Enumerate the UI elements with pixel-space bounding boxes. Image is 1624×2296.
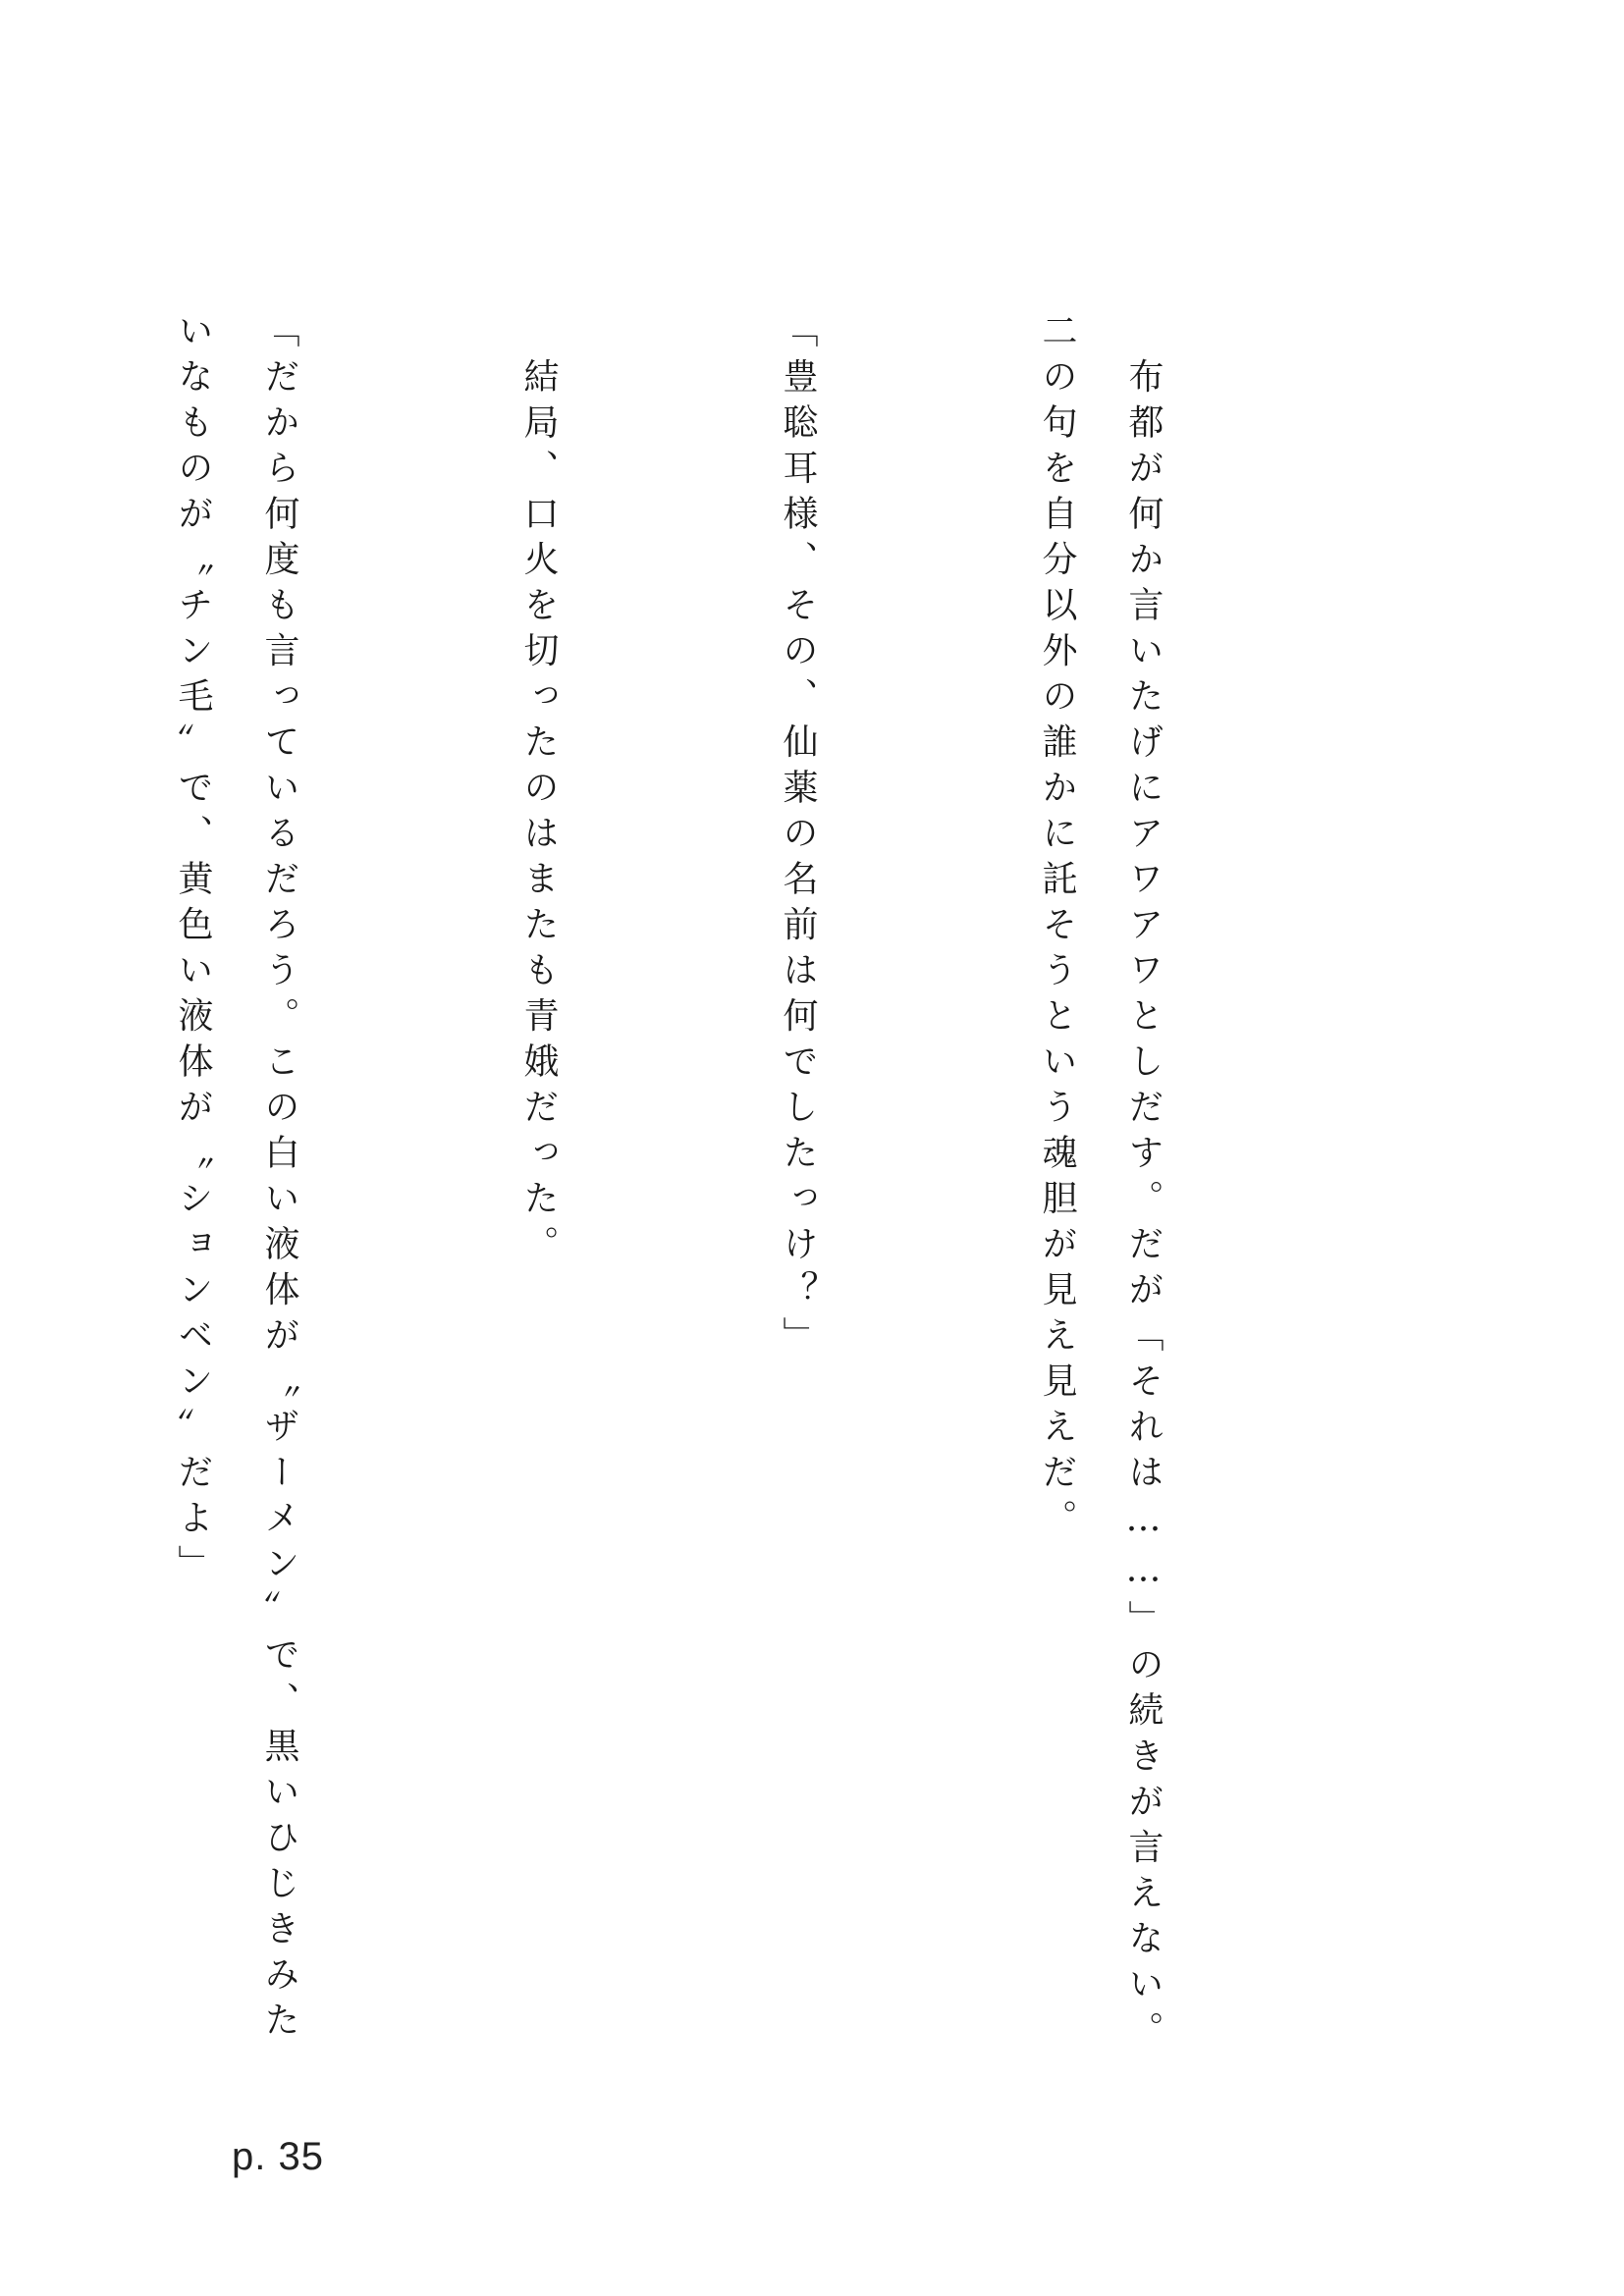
paragraph-2: 「豊聡耳様、その、仙薬の名前は何でしたっけ？」 (778, 312, 818, 1362)
paragraph-3: 結局、口火を切ったのはまたも青娥だった。 (518, 312, 559, 1271)
page-number: p. 35 (232, 2135, 324, 2178)
paragraph-1: 布都が何か言いたげにアワアワとしだす。だが「それは……」の続きが言えない。二の句を自分以外の誰かに託そうという魂胆が見え見えだ。 (1037, 312, 1164, 2056)
vertical-text-body (0, 312, 1359, 2079)
paragraph-4: 「だから何度も言っているだろう。この白い液体が〝ザーメン〟で、黒いひじきみたいなものが〝チン毛〟で、黄色い液体が〝ションベン〟だよ」 (173, 312, 299, 2047)
